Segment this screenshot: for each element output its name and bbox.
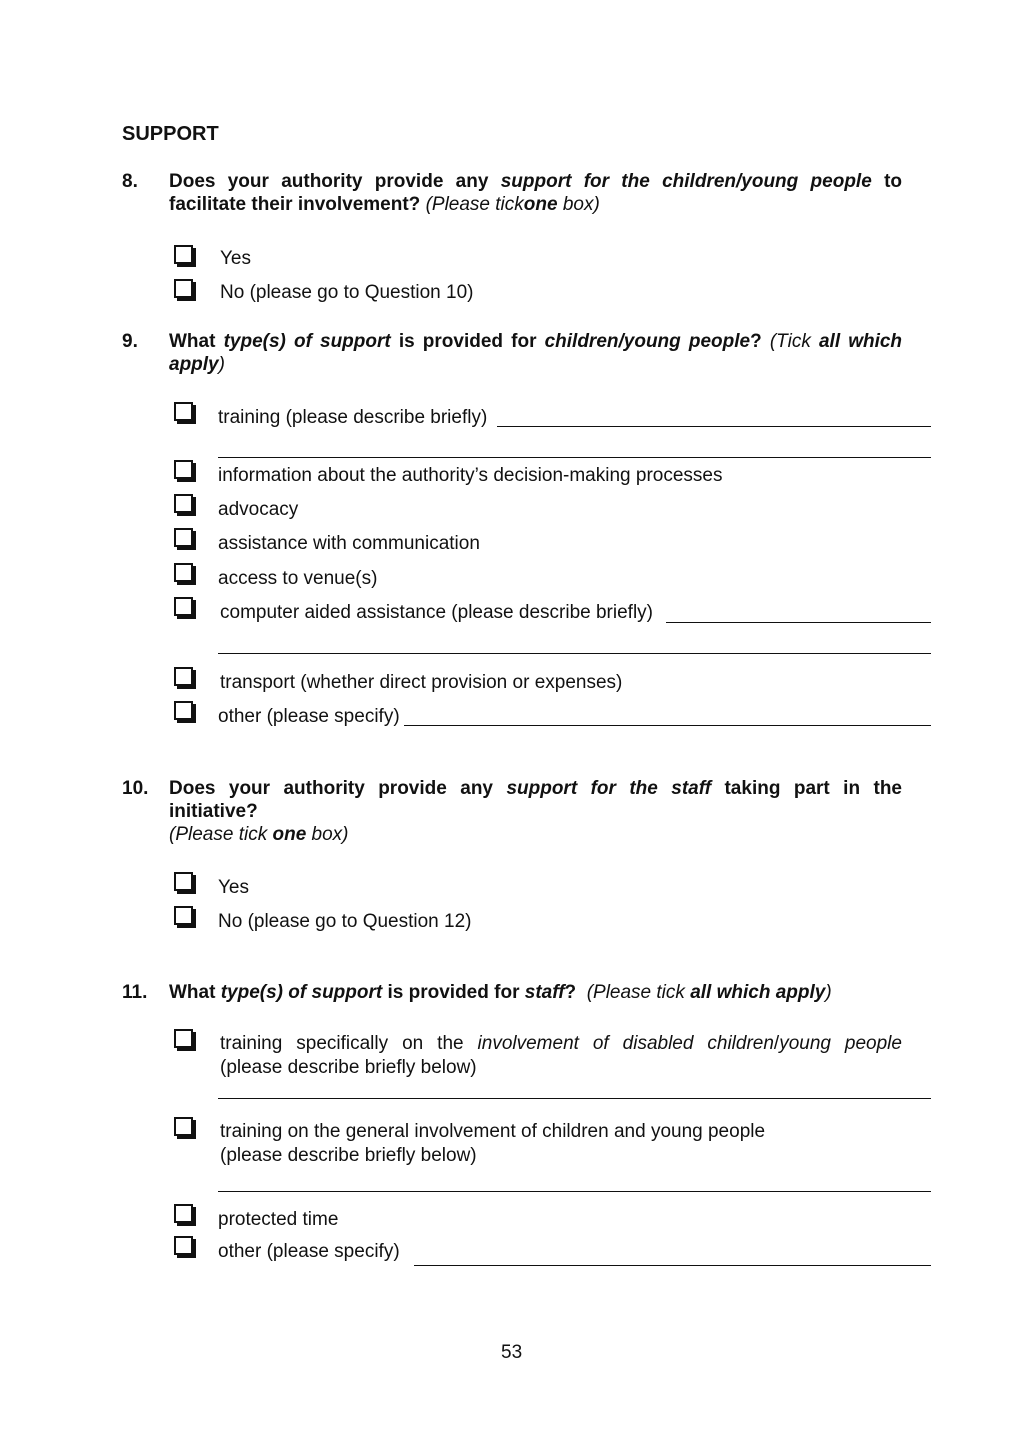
- question-10-line-1: [169, 777, 902, 800]
- question-9-line-1: [169, 330, 902, 353]
- q9-text-a: What: [169, 331, 216, 352]
- q11-text-a: What: [169, 982, 216, 1003]
- q11-text-c: is provided for: [387, 982, 520, 1003]
- q8-no-label: No (please go to Question 10): [220, 282, 474, 303]
- q11-training-general-answer-line[interactable]: [218, 1191, 931, 1192]
- q10-hint-a: (Please tick: [169, 824, 268, 845]
- q9-communication-label: assistance with communication: [218, 533, 480, 554]
- q9-computer-answer-line-2[interactable]: [218, 653, 931, 654]
- q9-training-checkbox[interactable]: [174, 402, 193, 421]
- q9-other-checkbox[interactable]: [174, 701, 193, 720]
- q9-hint-b: all which: [818, 331, 903, 352]
- q11-hint-a: (Please tick: [586, 982, 685, 1003]
- q11-training-general-line-2: (please describe briefly below): [220, 1145, 477, 1166]
- q11-protected-time-label: protected time: [218, 1209, 339, 1230]
- q9-venue-label: access to venue(s): [218, 568, 378, 589]
- q9-advocacy-checkbox[interactable]: [174, 494, 193, 513]
- question-9-line-2: [169, 353, 225, 376]
- q11-training-disabled-checkbox[interactable]: [174, 1029, 193, 1048]
- question-8-line-1: [169, 170, 902, 193]
- q11-training-general-line-1: training on the general involvement of children and young people: [220, 1121, 766, 1142]
- q10-text-c: taking part in the: [724, 778, 903, 799]
- q11-training-disabled-line-2: (please describe briefly below): [220, 1057, 477, 1078]
- q9-hint-d: ): [218, 354, 225, 375]
- q8-hint-b: one: [523, 194, 558, 215]
- q9-text-d: children/young people: [544, 331, 751, 352]
- question-8-line-2: [169, 193, 600, 216]
- question-8-number: 8.: [122, 171, 138, 192]
- q10-text-a: Does your authority provide any: [169, 778, 493, 799]
- q9-information-checkbox[interactable]: [174, 460, 193, 479]
- q10-no-label: No (please go to Question 12): [218, 911, 472, 932]
- q9-transport-checkbox[interactable]: [174, 667, 193, 686]
- question-10-number: 10.: [122, 778, 149, 799]
- section-title: SUPPORT: [122, 123, 219, 145]
- q9-communication-checkbox[interactable]: [174, 528, 193, 547]
- q9-text-e: ?: [750, 331, 762, 352]
- q11-training-disabled-answer-line[interactable]: [218, 1098, 931, 1099]
- q8-text-c: to: [884, 171, 903, 192]
- q11-text-e: ?: [564, 982, 577, 1003]
- question-10-line-2: initiative?: [169, 801, 258, 822]
- q8-text-b: support for the children/young people: [500, 171, 872, 192]
- q11-text-b: type(s) of support: [220, 982, 383, 1003]
- question-11-line-1: [169, 981, 832, 1004]
- q11-other-answer-line[interactable]: [414, 1265, 931, 1266]
- q9-hint-a: (Tick: [769, 331, 811, 352]
- q8-no-checkbox[interactable]: [174, 279, 193, 298]
- q9-text-c: is provided for: [398, 331, 537, 352]
- q8-yes-label: Yes: [220, 248, 251, 269]
- q8-yes-checkbox[interactable]: [174, 245, 193, 264]
- q9-transport-label: transport (whether direct provision or expenses): [220, 672, 623, 693]
- q8-text-d: facilitate their involvement?: [169, 194, 421, 215]
- q11-hint-b: all which apply: [690, 982, 826, 1003]
- q9-training-answer-line-2[interactable]: [218, 457, 931, 458]
- q11-text-d: staff: [524, 982, 565, 1003]
- question-10-line-3: [169, 823, 349, 846]
- question-9-number: 9.: [122, 331, 138, 352]
- q10-yes-checkbox[interactable]: [174, 872, 193, 891]
- q10-hint-b: one: [272, 824, 307, 845]
- q11-opt1-a: training specifically on the: [220, 1033, 464, 1054]
- q11-opt1-b: involvement of disabled children: [477, 1033, 774, 1054]
- question-11-number: 11.: [122, 982, 148, 1003]
- q10-text-b: support for the staff: [506, 778, 712, 799]
- q11-other-label: other (please specify): [218, 1241, 400, 1262]
- q10-hint-c: box): [311, 824, 349, 845]
- q8-text-a: Does your authority provide any: [169, 171, 489, 192]
- q11-other-checkbox[interactable]: [174, 1236, 193, 1255]
- q10-no-checkbox[interactable]: [174, 906, 193, 925]
- q11-opt1-d: young people: [779, 1033, 902, 1054]
- q9-venue-checkbox[interactable]: [174, 563, 193, 582]
- q9-computer-label: computer aided assistance (please describe briefly): [220, 602, 653, 623]
- q11-training-disabled-line-1: [220, 1033, 902, 1055]
- q11-protected-time-checkbox[interactable]: [174, 1204, 193, 1223]
- q9-information-label: information about the authority’s decision-making processes: [218, 465, 723, 486]
- q9-other-answer-line[interactable]: [404, 725, 931, 726]
- q9-computer-answer-line-1[interactable]: [666, 622, 931, 623]
- q10-yes-label: Yes: [218, 877, 249, 898]
- q8-hint-a: (Please tick: [425, 194, 524, 215]
- q9-text-b: type(s) of support: [223, 331, 391, 352]
- page-number: 53: [501, 1342, 523, 1363]
- q11-hint-c: ): [825, 982, 832, 1003]
- q11-opt1-c: /: [773, 1033, 780, 1054]
- q9-other-label: other (please specify): [218, 706, 400, 727]
- q9-training-label: training (please describe briefly): [218, 407, 488, 428]
- q9-computer-checkbox[interactable]: [174, 597, 193, 616]
- q9-advocacy-label: advocacy: [218, 499, 299, 520]
- q9-hint-c: apply: [169, 354, 219, 375]
- q11-training-general-checkbox[interactable]: [174, 1117, 193, 1136]
- q8-hint-c: box): [562, 194, 600, 215]
- q9-training-answer-line-1[interactable]: [497, 426, 931, 427]
